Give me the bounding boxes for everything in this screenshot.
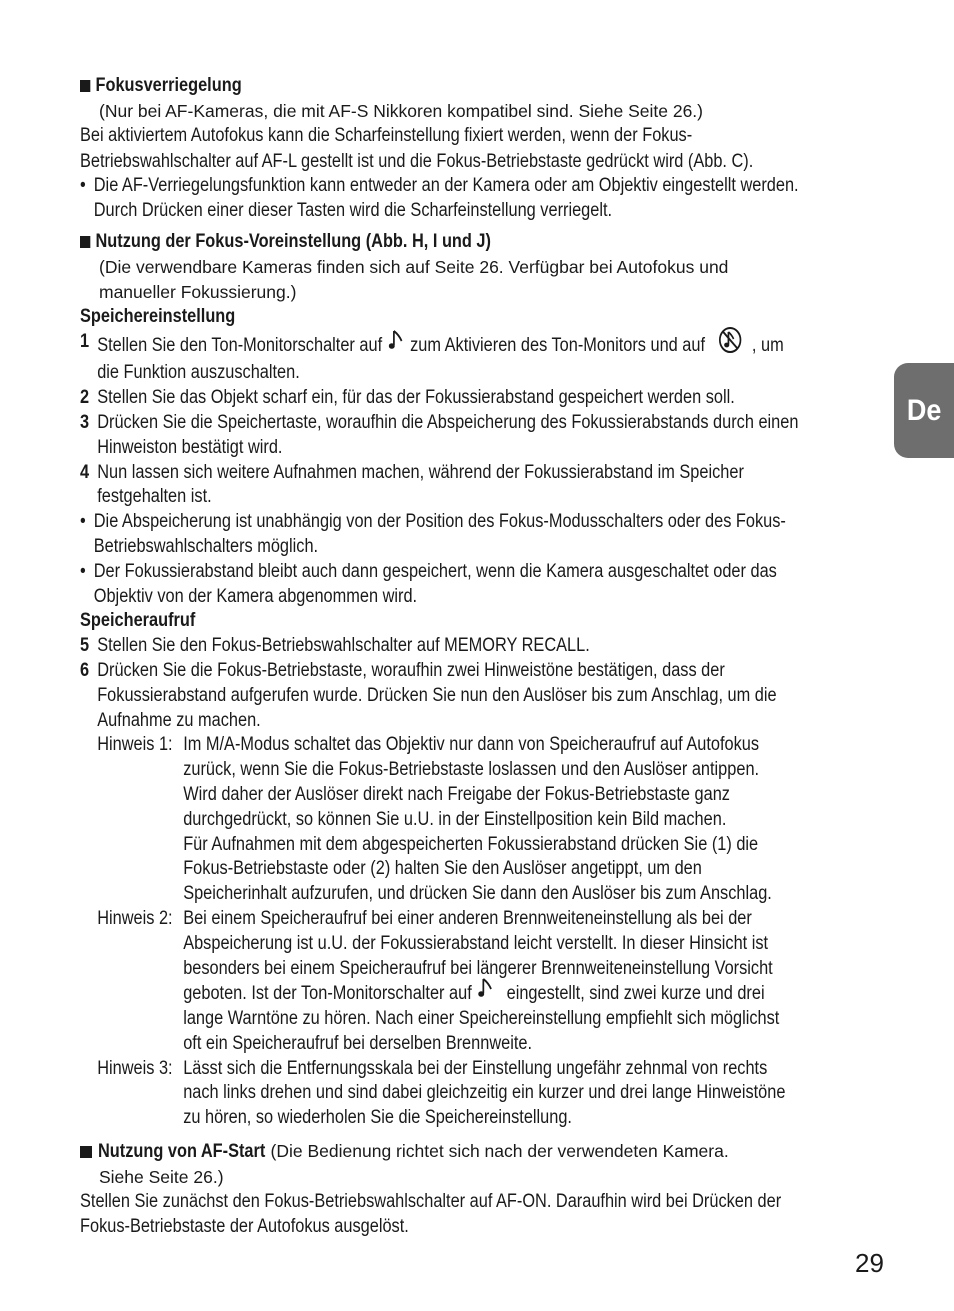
paragraph-line: Bei aktiviertem Autofokus kann die Scharfeinstellung fixiert werden, wenn der Fokus- <box>80 124 693 146</box>
note-2: Hinweis 2: Bei einem Speicheraufruf bei einer anderen Brennweiteneinstellung als bei der Abspeicherung ist u.U. der Fokussierabstand leicht verstellt. In dieser Hinsicht ist besonders bei einem Speicheraufruf bei längerer Brennweiteneinstellung Vorsicht geboten. Ist der Ton-Monitorschalter auf eingestellt, sind zwei kurze und drei lange Warntöne zu hören. Nach einer Speichereinstellung empfiehlt sich möglichst oft ein Speicheraufruf bei derselben Brennweite. <box>97 907 780 1054</box>
section-subtitle: (Die verwendbare Kameras finden sich auf Seite 26. Verfügbar bei Autofokus und <box>99 256 729 277</box>
language-tab: De <box>894 363 954 458</box>
square-bullet-icon <box>80 1146 92 1158</box>
bullet-item: • Der Fokussierabstand bleibt auch dann gespeichert, wenn die Kamera ausgeschaltet oder das Objektiv von der Kamera abgenommen wird. <box>80 560 777 607</box>
paragraph-line: Fokus-Betriebstaste der Autofokus ausgelöst. <box>80 1215 409 1237</box>
note-1: Hinweis 1: Im M/A-Modus schaltet das Objektiv nur dann von Speicheraufruf auf Autofokus zurück, wenn Sie die Fokus-Betriebstaste loslassen und den Auslöser antippen. Wird daher der Auslöser direkt nach Freigabe der Fokus-Betriebstaste ganz durchgedrückt, so können Sie u.U. in der Einstellposition kein Bild machen. Für Aufnahmen mit dem abgespeicherten Fokussierabstand drücken Sie (1) die Fokus-Betriebstaste oder (2) halten Sie den Auslöser angetippt, um den Speicherinhalt aufzurufen, und drücken Sie dann den Auslöser bis zum Anschlag. <box>97 734 772 905</box>
section-voreinstellung-heading: Nutzung der Fokus-Voreinstellung (Abb. H, I und J) <box>80 230 868 255</box>
section-subtitle: manueller Fokussierung.) <box>99 281 297 302</box>
paragraph-line: Stellen Sie zunächst den Fokus-Betriebswahlschalter auf AF-ON. Daraufhin wird bei Drücken der <box>80 1190 782 1212</box>
page-number: 29 <box>855 1248 884 1278</box>
section-fokusverriegelung-heading: Fokusverriegelung <box>80 74 868 99</box>
step-item: 4 Nun lassen sich weitere Aufnahmen machen, während der Fokussierabstand im Speicher festgehalten ist. <box>80 461 744 508</box>
bullet-item: • Die Abspeicherung ist unabhängig von der Position des Fokus-Modusschalters oder des Fokus- Betriebswahlschalters möglich. <box>80 511 786 557</box>
step-item: 5 Stellen Sie den Fokus-Betriebswahlschalter auf MEMORY RECALL. <box>80 635 590 657</box>
page-content <box>80 74 870 1239</box>
subheading-speichereinstellung: Speichereinstellung <box>80 305 236 327</box>
square-bullet-icon <box>80 236 90 248</box>
step-item: 3 Drücken Sie die Speichertaste, woraufhin die Abspeicherung des Fokussierabstands durch einen Hinweiston bestätigt wird. <box>80 411 799 458</box>
square-bullet-icon <box>80 80 90 92</box>
music-note-icon <box>388 329 403 359</box>
section-subtitle: (Nur bei AF-Kameras, die mit AF-S Nikkoren kompatibel sind. Siehe Seite 26.) <box>99 100 703 121</box>
bullet-item: • Die AF-Verriegelungsfunktion kann entweder an der Kamera oder am Objektiv eingestellt werden. Durch Drücken einer dieser Tasten wird die Scharfeinstellung verriegelt. <box>80 175 799 222</box>
step-item: 6 Drücken Sie die Fokus-Betriebstaste, woraufhin zwei Hinweistöne bestätigen, dass der Fokussierabstand aufgerufen wurde. Drücken Sie nun den Auslöser bis zum Anschlag, um die Aufnahme zu machen. <box>80 659 777 731</box>
music-note-icon <box>478 977 493 1007</box>
paragraph-line: Betriebswahlschalter auf AF-L gestellt ist und die Fokus-Betriebstaste gedrückt wird (Abb. C). <box>80 150 754 172</box>
step-item: 2 Stellen Sie das Objekt scharf ein, für das der Fokussierabstand gespeichert werden soll. <box>80 387 735 409</box>
step-item: 1 Stellen Sie den Ton-Monitorschalter auf zum Aktivieren des Ton-Monitors und auf , um die Funktion auszuschalten. <box>80 330 868 387</box>
sound-off-icon <box>718 326 742 362</box>
subheading-speicheraufruf: Speicheraufruf <box>80 610 196 632</box>
section-subtitle: Siehe Seite 26.) <box>99 1166 224 1187</box>
section-af-start-heading: Nutzung von AF-Start (Die Bedienung richtet sich nach der verwendeten Kamera. <box>80 1139 870 1165</box>
note-3: Hinweis 3: Lässt sich die Entfernungsskala bei der Einstellung ungefähr zehnmal von rechts nach links drehen und sind dabei gleichzeitig ein kurzer und drei lange Hinweistöne zu hören, so wiederholen Sie die Speichereinstellung. <box>97 1057 786 1129</box>
